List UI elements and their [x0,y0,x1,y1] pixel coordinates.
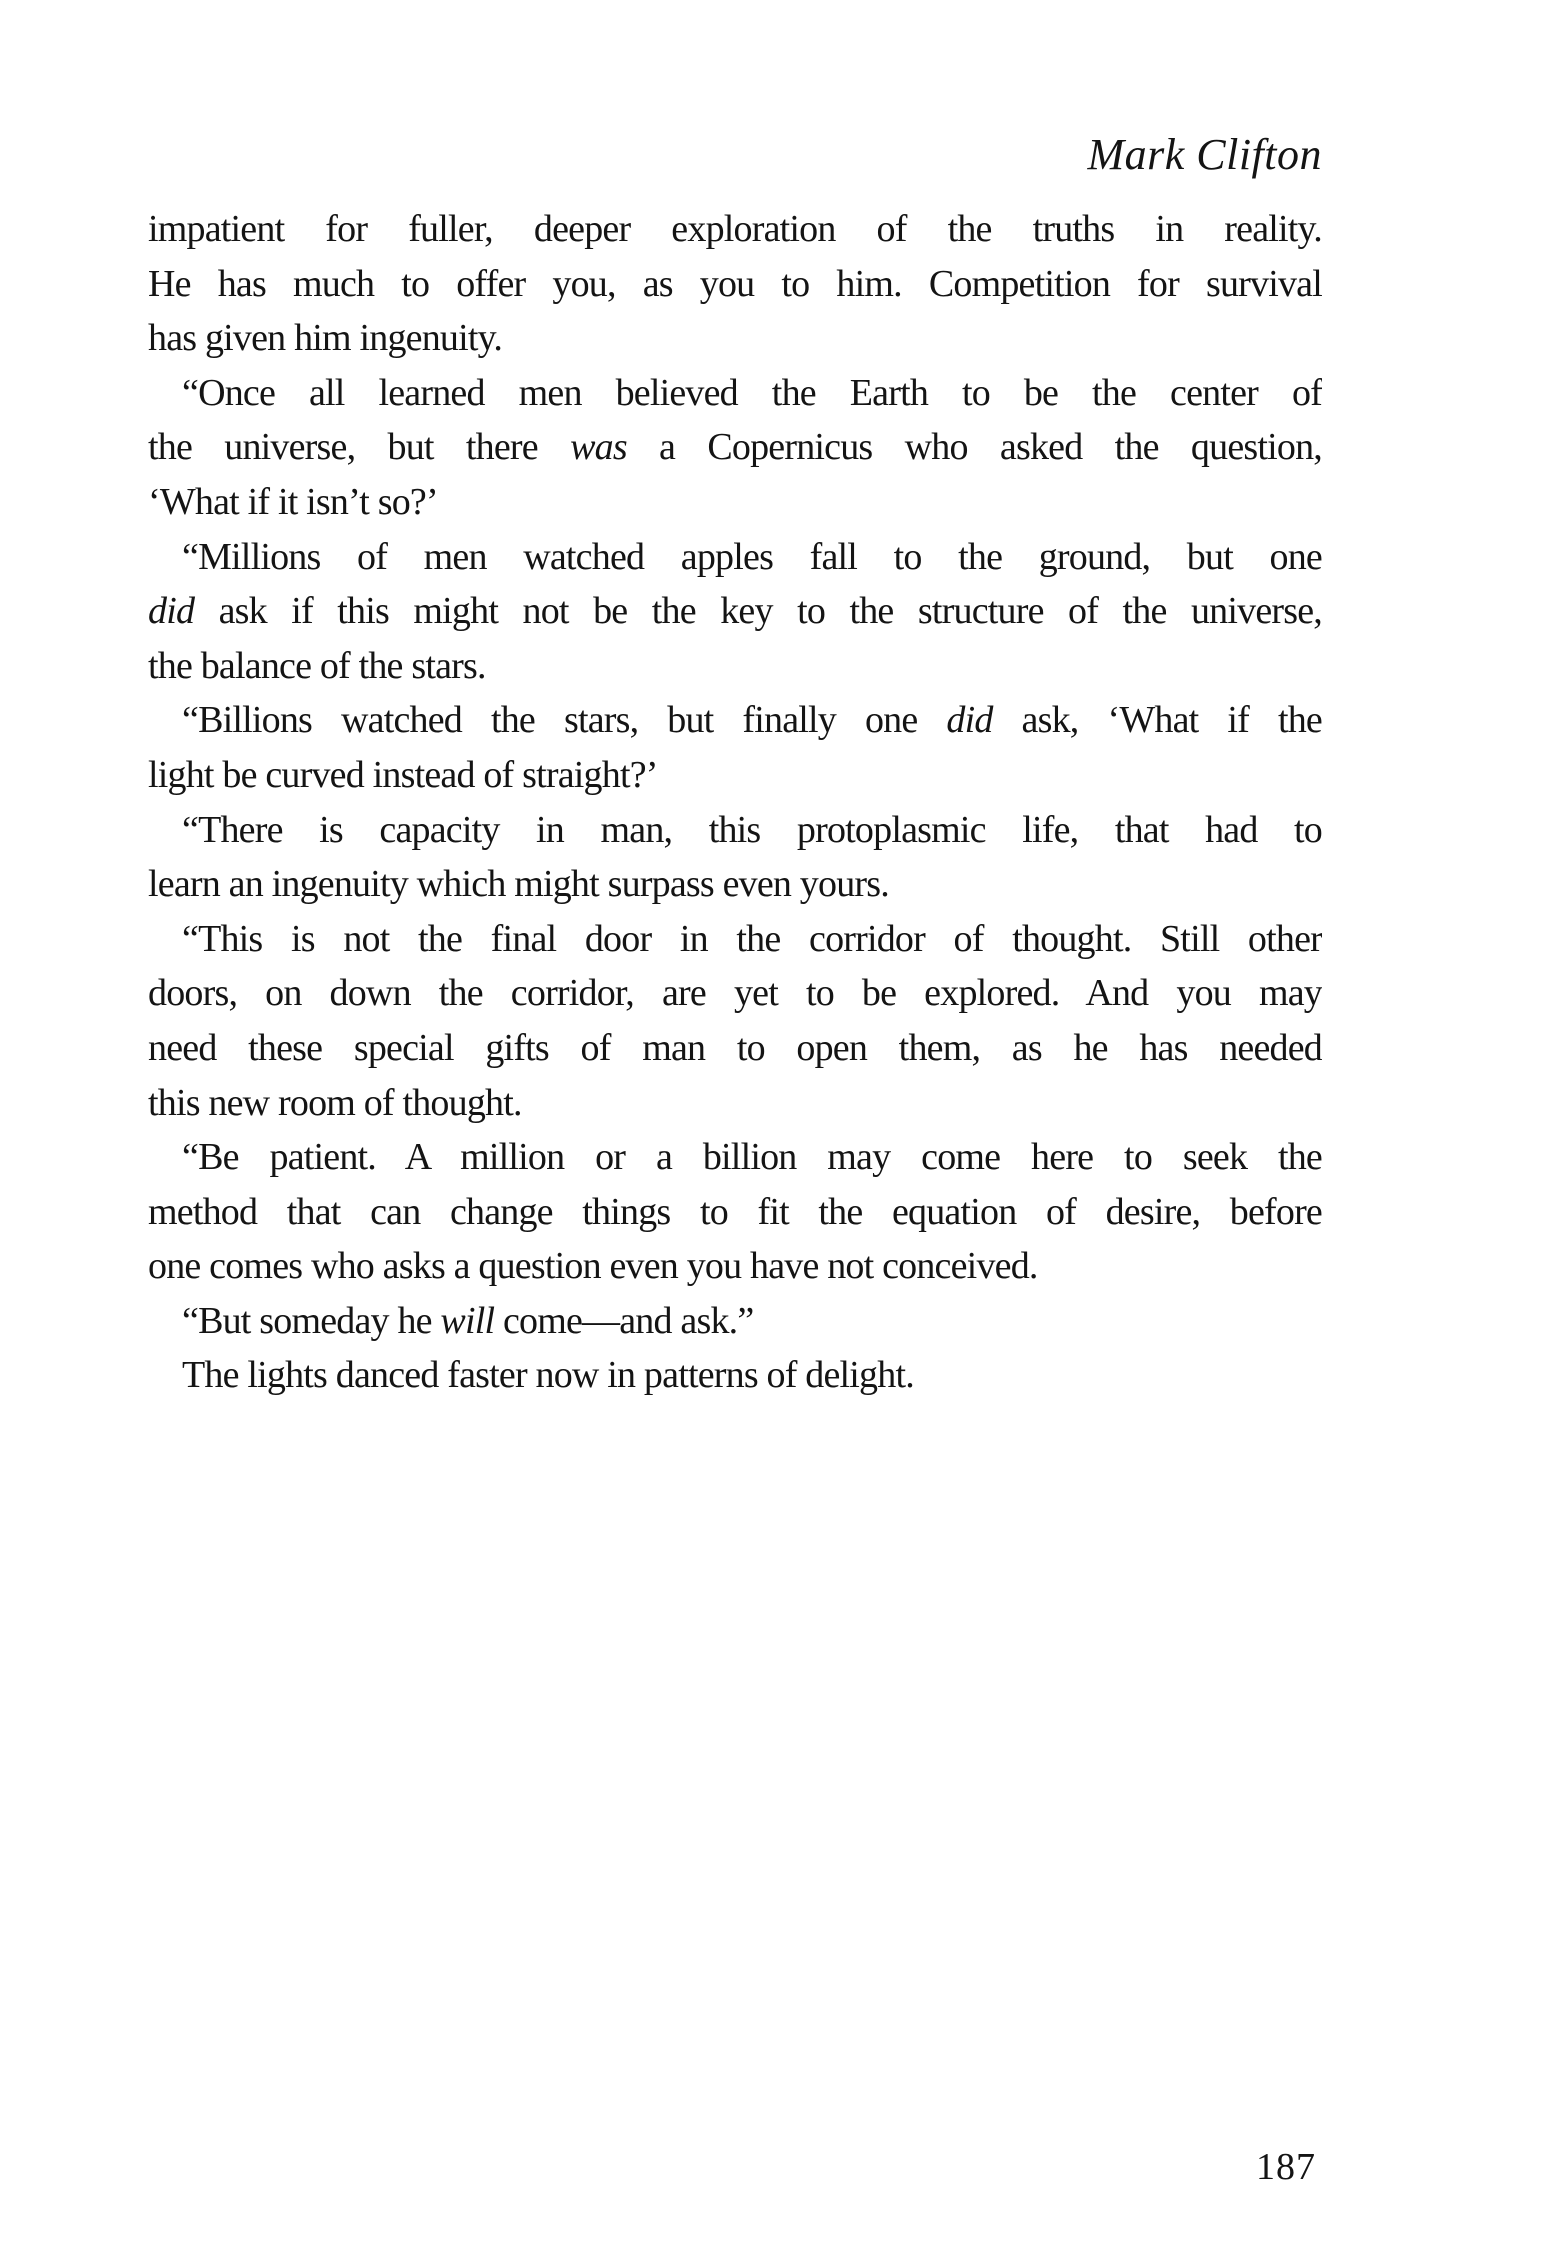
text-line [148,857,1322,912]
italic-text: did [148,590,195,633]
text-line [148,966,1322,1021]
paragraph [148,366,1322,530]
paragraph [148,693,1322,802]
text-line [148,912,1322,967]
text-line [148,1076,1322,1131]
text-line [148,366,1322,421]
text-line [148,1239,1322,1294]
page-number: 187 [1256,2146,1316,2188]
text-line [148,475,1322,530]
text-line [148,311,1322,366]
text-segment: ‘What if it isn’t so?’ [148,480,438,523]
running-head-author: Mark Clifton [1087,130,1322,179]
text-segment: method that can change things to fit the equation of desire, before [148,1190,1322,1233]
body-text [148,202,1322,1403]
text-segment: has given him ingenuity. [148,317,503,360]
paragraph [148,1294,1322,1349]
text-line [148,1185,1322,1240]
paragraph [148,1348,1322,1403]
text-segment: “But someday he [182,1299,441,1342]
text-line [148,1130,1322,1185]
text-segment: light be curved instead of straight?’ [148,753,658,796]
text-line [148,1294,1322,1349]
text-line [148,420,1322,475]
text-line [148,1348,1322,1403]
paragraph [148,803,1322,912]
text-segment: one comes who asks a question even you have not conceived. [148,1245,1038,1288]
italic-text: did [946,699,993,742]
text-line [148,202,1322,257]
text-line [148,1021,1322,1076]
text-segment: come—and ask.” [494,1299,754,1342]
text-segment: the balance of the stars. [148,644,486,687]
text-line [148,748,1322,803]
text-segment: the universe, but there [148,426,571,469]
italic-text: was [570,426,627,469]
text-segment: The lights danced faster now in patterns of delight. [182,1354,914,1397]
text-segment: this new room of thought. [148,1081,522,1124]
text-segment: doors, on down the corridor, are yet to be explored. And you may [148,972,1322,1015]
text-segment: learn an ingenuity which might surpass even yours. [148,863,889,906]
text-segment: ask, ‘What if the [992,699,1322,742]
text-segment: “Once all learned men believed the Earth to be the center of [182,371,1322,414]
text-segment: He has much to offer you, as you to him. Competition for survival [148,262,1322,305]
text-line [148,530,1322,585]
paragraph [148,1130,1322,1294]
text-line [148,257,1322,312]
italic-text: will [440,1299,495,1342]
text-segment: impatient for fuller, deeper exploration of the truths in reality. [148,208,1322,250]
text-line [148,803,1322,858]
text-line [148,639,1322,694]
text-line [148,584,1322,639]
text-segment: “This is not the final door in the corridor of thought. Still other [182,917,1322,960]
text-segment: “Be patient. A million or a billion may come here to seek the [182,1136,1322,1179]
text-segment: need these special gifts of man to open them, as he has needed [148,1026,1322,1069]
text-segment: a Copernicus who asked the question, [626,426,1322,469]
text-segment: “Millions of men watched apples fall to the ground, but one [182,535,1322,578]
text-segment: ask if this might not be the key to the structure of the universe, [194,590,1322,633]
paragraph [148,912,1322,1130]
paragraph [148,530,1322,694]
text-segment: “Billions watched the stars, but finally one [182,699,947,742]
text-line [148,693,1322,748]
paragraph [148,202,1322,366]
text-segment: “There is capacity in man, this protoplasmic life, that had to [182,808,1322,851]
